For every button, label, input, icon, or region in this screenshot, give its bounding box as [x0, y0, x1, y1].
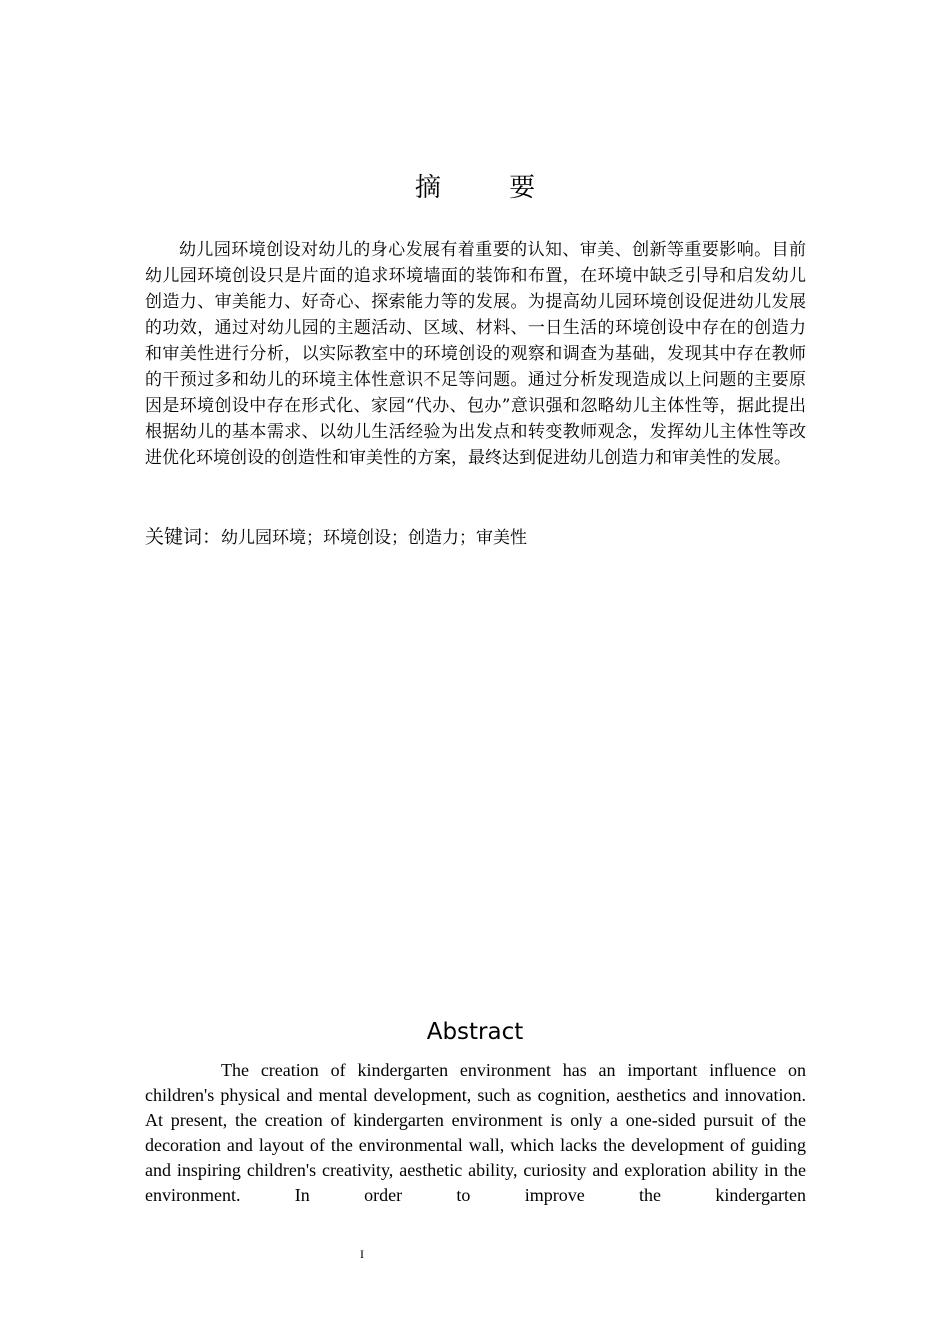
chinese-keywords-line: [145, 523, 806, 552]
page-number: I: [360, 1247, 364, 1261]
english-abstract-body: The creation of kindergarten environment has an important influence on children's physical and mental development, such as cognition, aesthetics and innovation. At present, the creation of kindergarten environment is only a one-sided pursuit of the decoration and layout of the environmental wall, which lacks the development of guiding and inspiring children's creativity, aesthetic ability, curiosity and exploration ability in the environment. In order to improve the kindergarten: [145, 1060, 806, 1205]
chinese-abstract-title: 摘 要: [414, 173, 566, 203]
english-abstract-title: Abstract: [426, 1019, 524, 1045]
chinese-abstract-body: 幼儿园环境创设对幼儿的身心发展有着重要的认知、审美、创新等重要影响。目前幼儿园环境创设只是片面的追求环境墙面的装饰和布置，在环境中缺乏引导和启发幼儿创造力、审美能力、好奇心、探索能力等的发展。为提高幼儿园环境创设促进幼儿发展的功效，通过对幼儿园的主题活动、区域、材料、一日生活的环境创设中存在的创造力和审美性进行分析，以实际教室中的环境创设的观察和调查为基础，发现其中存在教师的干预过多和幼儿的环境主体性意识不足等问题。通过分析发现造成以上问题的主要原因是环境创设中存在形式化、家园“代办、包办”意识强和忽略幼儿主体性等，据此提出根据幼儿的基本需求、以幼儿生活经验为出发点和转变教师观念，发挥幼儿主体性等改进优化环境创设的创造性和审美性的方案，最终达到促进幼儿创造力和审美性的发展。: [145, 240, 806, 468]
keywords-label: 关键词：: [145, 526, 222, 548]
keywords-list: 幼儿园环境；环境创设；创造力；审美性: [221, 528, 528, 548]
